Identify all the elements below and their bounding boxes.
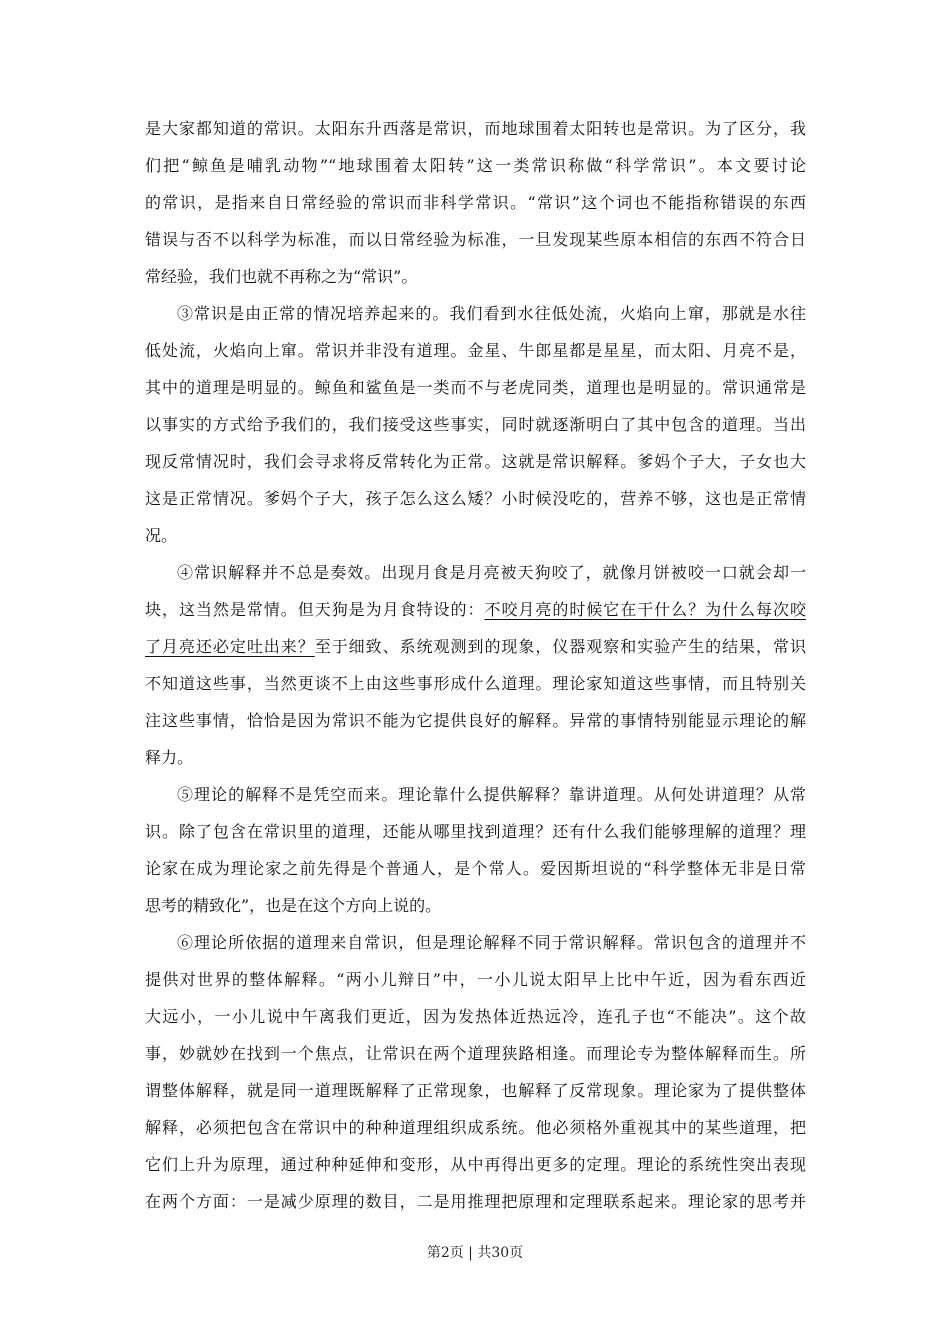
paragraph — [145, 295, 806, 554]
text-line — [145, 998, 806, 1035]
text-segment: 其中的道理是明显的。鲸鱼和鲨鱼是一类而不与老虎同类，道理也是明显的。常识通常是 — [145, 378, 806, 397]
text-segment: 块，这当然是常情。但天狗是为月食特设的： — [145, 600, 485, 619]
text-segment: 在两个方面：一是减少原理的数目，二是用推理把原理和定理联系起来。理论家的思考并 — [145, 1192, 806, 1211]
text-line — [145, 702, 806, 739]
text-segment: 事，妙就妙在找到一个焦点，让常识在两个道理狭路相逢。而理论专为整体解释而生。所 — [145, 1044, 806, 1063]
text-segment: 思考的精致化”，也是在这个方向上说的。 — [145, 896, 442, 915]
text-segment: 的常识，是指来自日常经验的常识而非科学常识。“常识”这个词也不能指称错误的东西 — [145, 193, 806, 212]
paragraph — [145, 776, 806, 924]
text-segment: 们把“鲸鱼是哺乳动物”“地球围着太阳转”这一类常识称做“科学常识”。本文要讨论 — [145, 156, 806, 175]
text-line — [145, 961, 806, 998]
text-segment: ④常识解释并不总是奏效。出现月食是月亮被天狗咬了，就像月饼被咬一口就会却一 — [177, 563, 806, 582]
text-line — [145, 258, 806, 295]
text-segment: ③常识是由正常的情况培养起来的。我们看到水往低处流，火焰向上窜，那就是水往 — [177, 304, 806, 323]
text-line — [145, 554, 806, 591]
underlined-text: 不咬月亮的时候它在干什么？为什么每次咬 — [484, 600, 806, 619]
text-line — [145, 850, 806, 887]
text-line — [145, 443, 806, 480]
text-line — [145, 221, 806, 258]
text-segment: 是大家都知道的常识。太阳东升西落是常识，而地球围着太阳转也是常识。为了区分，我 — [145, 119, 806, 138]
text-line — [145, 1146, 806, 1183]
document-body — [145, 110, 806, 1220]
text-line — [145, 1035, 806, 1072]
text-line — [145, 406, 806, 443]
text-line — [145, 110, 806, 147]
text-segment: 至于细致、系统观测到的现象，仪器观察和实验产生的结果，常识 — [314, 637, 806, 656]
text-line — [145, 1109, 806, 1146]
text-line — [145, 665, 806, 702]
text-line — [145, 887, 806, 924]
text-segment: ⑥理论所依据的道理来自常识，但是理论解释不同于常识解释。常识包含的道理并不 — [177, 933, 806, 952]
text-line — [145, 517, 806, 554]
text-line — [145, 332, 806, 369]
text-line — [145, 1072, 806, 1109]
text-line — [145, 147, 806, 184]
text-segment: 这是正常情况。爹妈个子大，孩子怎么这么矮？小时候没吃的，营养不够，这也是正常情 — [145, 489, 806, 508]
text-segment: 释力。 — [145, 748, 194, 767]
text-segment: 大远小，一小儿说中午离我们更近，因为发热体近热远冷，连孔子也“不能决”。这个故 — [145, 1007, 806, 1026]
text-segment: 不知道这些事，当然更谈不上由这些事形成什么道理。理论家知道这些事情，而且特别关 — [145, 674, 806, 693]
text-line — [145, 1183, 806, 1220]
text-segment: 论家在成为理论家之前先得是个普通人，是个常人。爱因斯坦说的“科学整体无非是日常 — [145, 859, 806, 878]
text-line — [145, 813, 806, 850]
underlined-text: 了月亮还必定吐出来？ — [145, 637, 315, 656]
paragraph — [145, 554, 806, 776]
text-line — [145, 184, 806, 221]
paragraph — [145, 110, 806, 295]
text-segment: 现反常情况时，我们会寻求将反常转化为正常。这就是常识解释。爹妈个子大，子女也大 — [145, 452, 806, 471]
paragraph — [145, 924, 806, 1220]
text-segment: 谓整体解释，就是同一道理既解释了正常现象，也解释了反常现象。理论家为了提供整体 — [145, 1081, 806, 1100]
text-line — [145, 480, 806, 517]
text-segment: 况。 — [145, 526, 178, 545]
text-segment: 低处流，火焰向上窜。常识并非没有道理。金星、牛郎星都是星星，而太阳、月亮不是， — [145, 341, 806, 360]
text-segment: 解释，必须把包含在常识中的种种道理组织成系统。他必须格外重视其中的某些道理，把 — [145, 1118, 806, 1137]
text-line — [145, 628, 806, 665]
text-segment: 常经验，我们也就不再称之为“常识”。 — [145, 267, 418, 286]
text-segment: ⑤理论的解释不是凭空而来。理论靠什么提供解释？靠讲道理。从何处讲道理？从常 — [177, 785, 806, 804]
page-number: 第2页 | 共30页 — [426, 1245, 524, 1261]
text-segment: 注这些事情，恰恰是因为常识不能为它提供良好的解释。异常的事情特别能显示理论的解 — [145, 711, 806, 730]
page-footer — [0, 1242, 950, 1262]
text-line — [145, 591, 806, 628]
text-line — [145, 369, 806, 406]
text-segment: 错误与否不以科学为标准，而以日常经验为标准，一旦发现某些原本相信的东西不符合日 — [145, 230, 806, 249]
text-segment: 它们上升为原理，通过种种延伸和变形，从中再得出更多的定理。理论的系统性突出表现 — [145, 1155, 806, 1174]
text-line — [145, 295, 806, 332]
text-line — [145, 776, 806, 813]
text-segment: 以事实的方式给予我们的，我们接受这些事实，同时就逐渐明白了其中包含的道理。当出 — [145, 415, 806, 434]
text-line — [145, 739, 806, 776]
text-segment: 提供对世界的整体解释。“两小儿辩日”中，一小儿说太阳早上比中午近，因为看东西近 — [145, 970, 806, 989]
text-segment: 识。除了包含在常识里的道理，还能从哪里找到道理？还有什么我们能够理解的道理？理 — [145, 822, 806, 841]
text-line — [145, 924, 806, 961]
